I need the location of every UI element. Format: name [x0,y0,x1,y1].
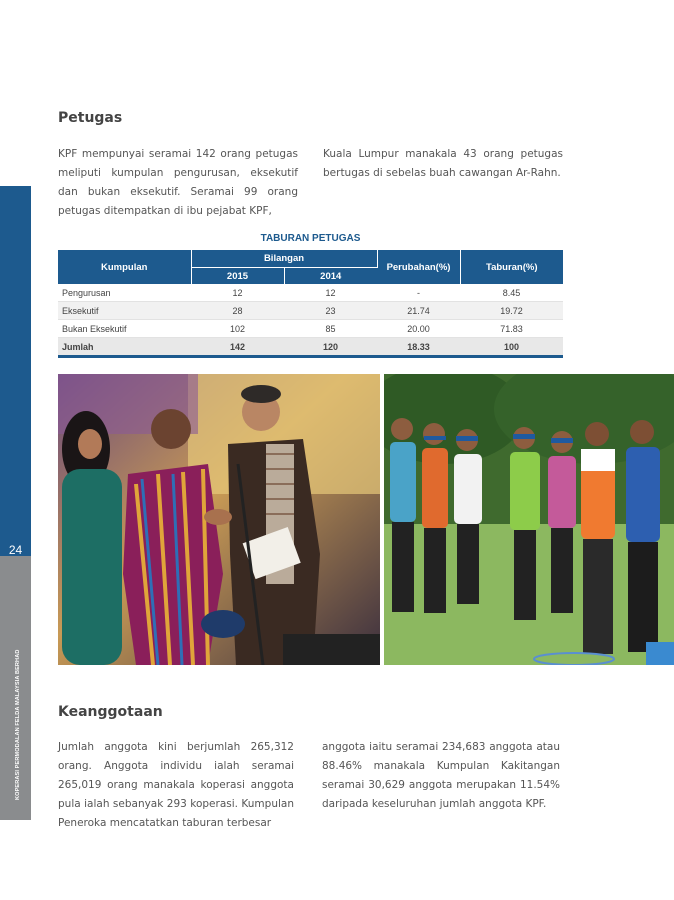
table-cell: 120 [284,338,377,357]
header-kumpulan: Kumpulan [58,250,191,284]
table-cell: Pengurusan [58,284,191,302]
table-cell: 23 [284,302,377,320]
table-cell: 71.83 [460,320,563,338]
header-perubahan: Perubahan(%) [377,250,460,284]
table-cell: 12 [191,284,284,302]
sidebar-accent-blue [0,186,31,556]
petugas-paragraph-col2: Kuala Lumpur manakala 43 orang petugas bertugas di sebelas buah cawangan Ar-Rahn. [323,148,563,179]
table-row [58,302,563,320]
table-cell: Eksekutif [58,302,191,320]
header-bilangan: Bilangan [191,250,377,268]
header-2015: 2015 [191,268,284,285]
table-cell: Jumlah [58,338,191,357]
side-label: KOPERASI PERMODALAN FELDA MALAYSIA BERHAD [15,649,21,800]
table-cell: 19.72 [460,302,563,320]
table-cell: 100 [460,338,563,357]
section-heading-keanggotaan: Keanggotaan [58,704,163,720]
photo-award-ceremony [58,374,380,665]
staff-distribution-table [58,250,563,358]
header-2014: 2014 [284,268,377,285]
table-cell: Bukan Eksekutif [58,320,191,338]
table-cell: 85 [284,320,377,338]
header-taburan: Taburan(%) [460,250,563,284]
table-title: TABURAN PETUGAS [260,233,361,244]
page-number: 24 [8,543,23,557]
table-cell: 8.45 [460,284,563,302]
keanggotaan-paragraph-col2: anggota iaitu seramai 234,683 anggota atau 88.46% manakala Kumpulan Kakitangan seramai 30,629 anggota merupakan 11.54% daripada keseluruhan jumlah anggota KPF. [322,741,560,810]
section-heading-petugas: Petugas [58,110,123,126]
table-cell: 20.00 [377,320,460,338]
table-cell: 18.33 [377,338,460,357]
table-row-total [58,338,563,357]
photo-team-activity [384,374,674,665]
table-row [58,320,563,338]
table-cell: - [377,284,460,302]
table-cell: 28 [191,302,284,320]
table-cell: 12 [284,284,377,302]
table-cell: 21.74 [377,302,460,320]
keanggotaan-paragraph-col1: Jumlah anggota kini berjumlah 265,312 orang. Anggota individu ialah seramai 265,019 orang manakala koperasi anggota pula ialah sebanyak 293 koperasi. Kumpulan Peneroka mencatatkan taburan terbesar [58,741,294,829]
table-cell: 142 [191,338,284,357]
table-row [58,284,563,302]
table-cell: 102 [191,320,284,338]
petugas-paragraph-col1: KPF mempunyai seramai 142 orang petugas meliputi kumpulan pengurusan, eksekutif dan bukan eksekutif. Seramai 99 orang petugas ditempatkan di ibu pejabat KPF, [58,148,298,217]
